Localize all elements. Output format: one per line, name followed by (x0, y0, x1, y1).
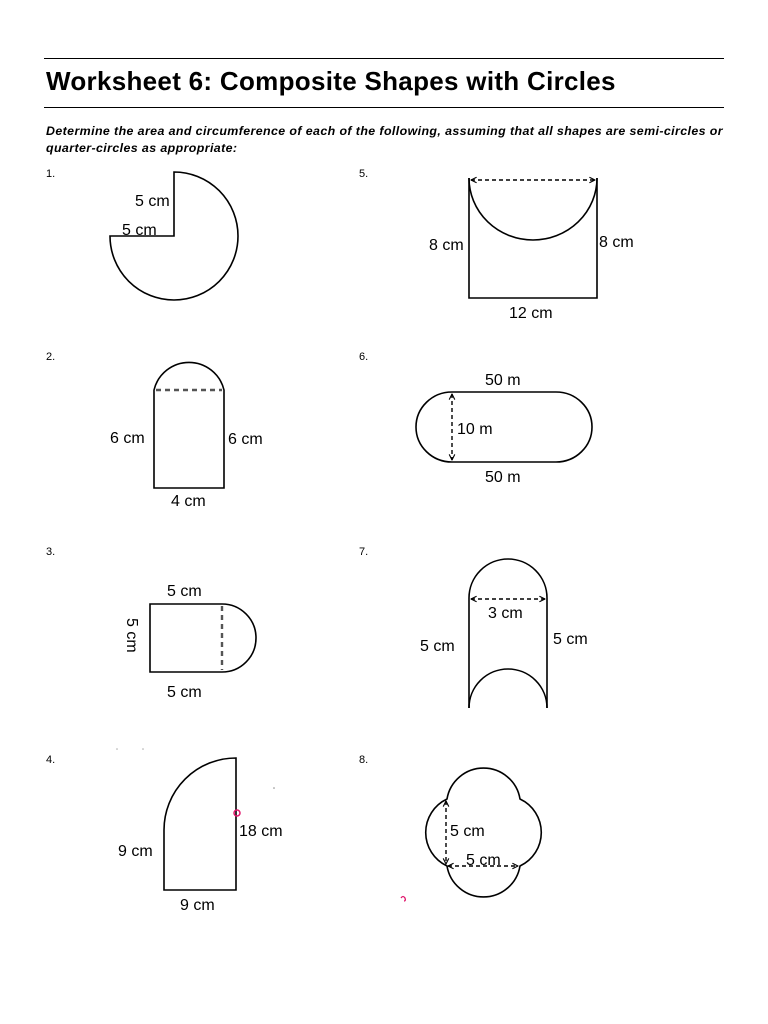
figure-5-label-left: 8 cm (429, 237, 464, 254)
problem-number-6: 6. (359, 351, 369, 363)
problem-number-4: 4. (46, 754, 56, 766)
figure-4-label-right: 18 cm (239, 823, 283, 840)
figure-4-label-left: 9 cm (118, 843, 153, 860)
problem-number-1: 1. (46, 168, 56, 180)
figure-2-label-left: 6 cm (110, 430, 145, 447)
figure-4-quarter-circle-composite (118, 758, 283, 914)
instructions-text: Determine the area and circumference of each of the following, assuming that all shapes are semi-circles or quarter-circles as appropriate: (46, 124, 723, 155)
figure-1-label-vertical: 5 cm (135, 193, 170, 210)
figure-2-rectangle-semicircle (110, 362, 263, 510)
figure-2-label-right: 6 cm (228, 431, 263, 448)
figure-1-label-horizontal: 5 cm (122, 222, 157, 239)
figure-7-label-left: 5 cm (420, 638, 455, 655)
figure-5-label-right: 8 cm (599, 234, 634, 251)
figure-8-four-semicircles-square (426, 768, 542, 897)
figure-6-label-top: 50 m (485, 372, 521, 389)
figure-7-semicircle-composite (420, 559, 588, 708)
figure-6-label-bottom: 50 m (485, 469, 521, 486)
problem-number-7: 7. (359, 546, 369, 558)
figure-2-label-bottom: 4 cm (171, 493, 206, 510)
figure-8-label-horizontal: 5 cm (466, 852, 501, 869)
figure-5-label-bottom: 12 cm (509, 305, 553, 322)
scan-speck (142, 748, 144, 750)
problem-number-2: 2. (46, 351, 56, 363)
pen-mark-dot (234, 810, 240, 816)
problem-number-5: 5. (359, 168, 369, 180)
figure-3-label-left-rotated: 5 cm (123, 618, 140, 653)
figure-1-three-quarter-circle (110, 172, 238, 300)
figure-6-stadium-shape (416, 372, 592, 486)
figure-3-square-semicircle (123, 583, 256, 701)
scan-speck (116, 748, 118, 750)
figure-7-label-diameter: 3 cm (488, 605, 523, 622)
pen-mark-squiggle (401, 897, 405, 902)
figure-5-rectangle-semicircle-cutout (429, 178, 634, 322)
figure-8-label-vertical: 5 cm (450, 823, 485, 840)
problem-number-3: 3. (46, 546, 56, 558)
figure-3-label-bottom: 5 cm (167, 684, 202, 701)
figure-3-label-top: 5 cm (167, 583, 202, 600)
figure-7-label-right: 5 cm (553, 631, 588, 648)
problem-number-8: 8. (359, 754, 369, 766)
figure-6-label-middle: 10 m (457, 421, 493, 438)
scan-speck (273, 787, 275, 789)
figure-4-label-bottom: 9 cm (180, 897, 215, 914)
worksheet-title: Worksheet 6: Composite Shapes with Circles (46, 66, 616, 96)
